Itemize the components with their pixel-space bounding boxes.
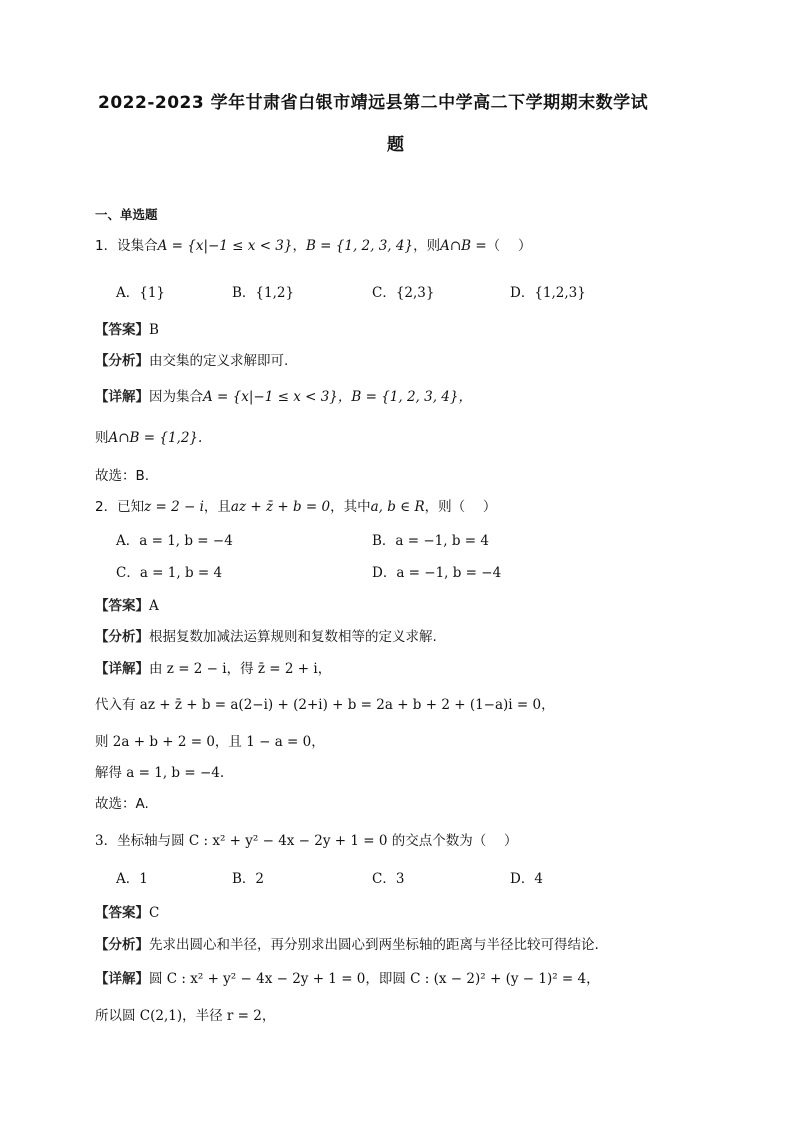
q2-option-b: B．a = −1, b = 4	[372, 533, 489, 549]
q2-option-a: A．a = 1, b = −4	[116, 533, 233, 549]
answer-tag: 【答案】	[95, 598, 149, 614]
q1-detail-sets: A = {x|−1 ≤ x < 3}，B = {1, 2, 3, 4}，	[203, 389, 472, 405]
q2-stem-suffix: ，则（ ）	[424, 499, 497, 515]
question-2-stem	[95, 495, 496, 515]
q2-detail-line: 由 z = 2 − i，得 z̄ = 2 + i，	[149, 661, 332, 677]
q2-option-d: D．a = −1, b = −4	[372, 565, 502, 581]
answer-tag: 【答案】	[95, 905, 149, 921]
q1-paren: （ ）	[486, 238, 532, 254]
q1-option-d: D．{1,2,3}	[510, 285, 586, 301]
q1-conclusion: 故选：B.	[95, 468, 150, 484]
q2-answer	[95, 594, 159, 614]
q3-option-b: B．2	[232, 871, 265, 887]
q2-analysis	[95, 625, 437, 645]
answer-tag: 【答案】	[95, 322, 149, 338]
q2-solve: 解得 a = 1, b = −4.	[95, 765, 225, 781]
analysis-tag: 【分析】	[95, 353, 149, 369]
q1-expr: A∩B =	[440, 238, 487, 254]
q3-answer-value: C	[149, 905, 160, 921]
detail-tag: 【详解】	[95, 971, 149, 987]
question-3-stem: 3．坐标轴与圆 C : x² + y² − 4x − 2y + 1 = 0 的交点个数为（ ）	[95, 833, 518, 849]
q1-set-a: A = {x|−1 ≤ x < 3}	[157, 238, 293, 254]
q2-option-c: C．a = 1, b = 4	[116, 565, 223, 581]
q3-option-c: C．3	[372, 871, 405, 887]
q1-option-b: B．{1,2}	[232, 285, 295, 301]
q3-option-a: A．1	[116, 871, 148, 887]
q1-detail-prefix: 因为集合	[149, 389, 203, 405]
q1-answer	[95, 318, 159, 338]
q2-z: z = 2 − i	[144, 499, 204, 515]
doc-title-line1: 2022-2023 学年甘肃省白银市靖远县第二中学高二下学期期末数学试	[98, 93, 649, 113]
q1-result-expr: A∩B = {1,2}.	[108, 430, 203, 446]
q3-option-d: D．4	[510, 871, 543, 887]
question-1-stem	[95, 234, 531, 254]
q1-stem-prefix: 1．设集合	[95, 238, 158, 254]
detail-tag: 【详解】	[95, 661, 149, 677]
q1-result	[95, 426, 202, 446]
q2-detail	[95, 657, 331, 677]
section-heading-single-choice: 一、单选题	[95, 207, 158, 222]
analysis-tag: 【分析】	[95, 937, 149, 953]
q2-mid: ，且	[203, 499, 231, 515]
q2-answer-value: A	[149, 598, 159, 614]
q3-analysis	[95, 933, 599, 953]
q1-stem-suffix: ，则	[413, 238, 441, 254]
analysis-tag: 【分析】	[95, 629, 149, 645]
q1-detail	[95, 385, 472, 405]
q1-result-prefix: 则	[95, 430, 109, 446]
q1-sep: ，	[292, 238, 306, 254]
q3-answer	[95, 901, 159, 921]
q1-analysis-text: 由交集的定义求解即可.	[149, 353, 289, 369]
q2-analysis-text: 根据复数加减法运算规则和复数相等的定义求解.	[149, 629, 437, 645]
q1-answer-value: B	[149, 322, 159, 338]
detail-tag: 【详解】	[95, 389, 149, 405]
q2-conclusion: 故选：A.	[95, 796, 149, 812]
q1-analysis	[95, 349, 288, 369]
q2-then: 则 2a + b + 2 = 0，且 1 − a = 0，	[95, 734, 325, 750]
q3-radius: 所以圆 C(2,1)，半径 r = 2，	[95, 1008, 276, 1024]
q3-analysis-text: 先求出圆心和半径，再分别求出圆心到两坐标轴的距离与半径比较可得结论.	[149, 937, 599, 953]
q3-detail	[95, 967, 600, 987]
q2-substitution: 代入有 az + z̄ + b = a(2−i) + (2+i) + b = 2a + b + 2 + (1−a)i = 0，	[95, 697, 555, 713]
q3-detail-line: 圆 C : x² + y² − 4x − 2y + 1 = 0，即圆 C : (x − 2)² + (y − 1)² = 4，	[149, 971, 600, 987]
q1-option-c: C．{2,3}	[372, 285, 435, 301]
q2-stem-prefix: 2．已知	[95, 499, 145, 515]
q1-set-b: B = {1, 2, 3, 4}	[305, 238, 414, 254]
q2-eq: az + z̄ + b = 0	[230, 499, 331, 515]
q2-ab: a, b ∈ R	[370, 499, 425, 515]
q1-option-a: A．{1}	[116, 285, 166, 301]
doc-title-line2: 题	[387, 135, 405, 155]
q2-mid2: ，其中	[330, 499, 371, 515]
